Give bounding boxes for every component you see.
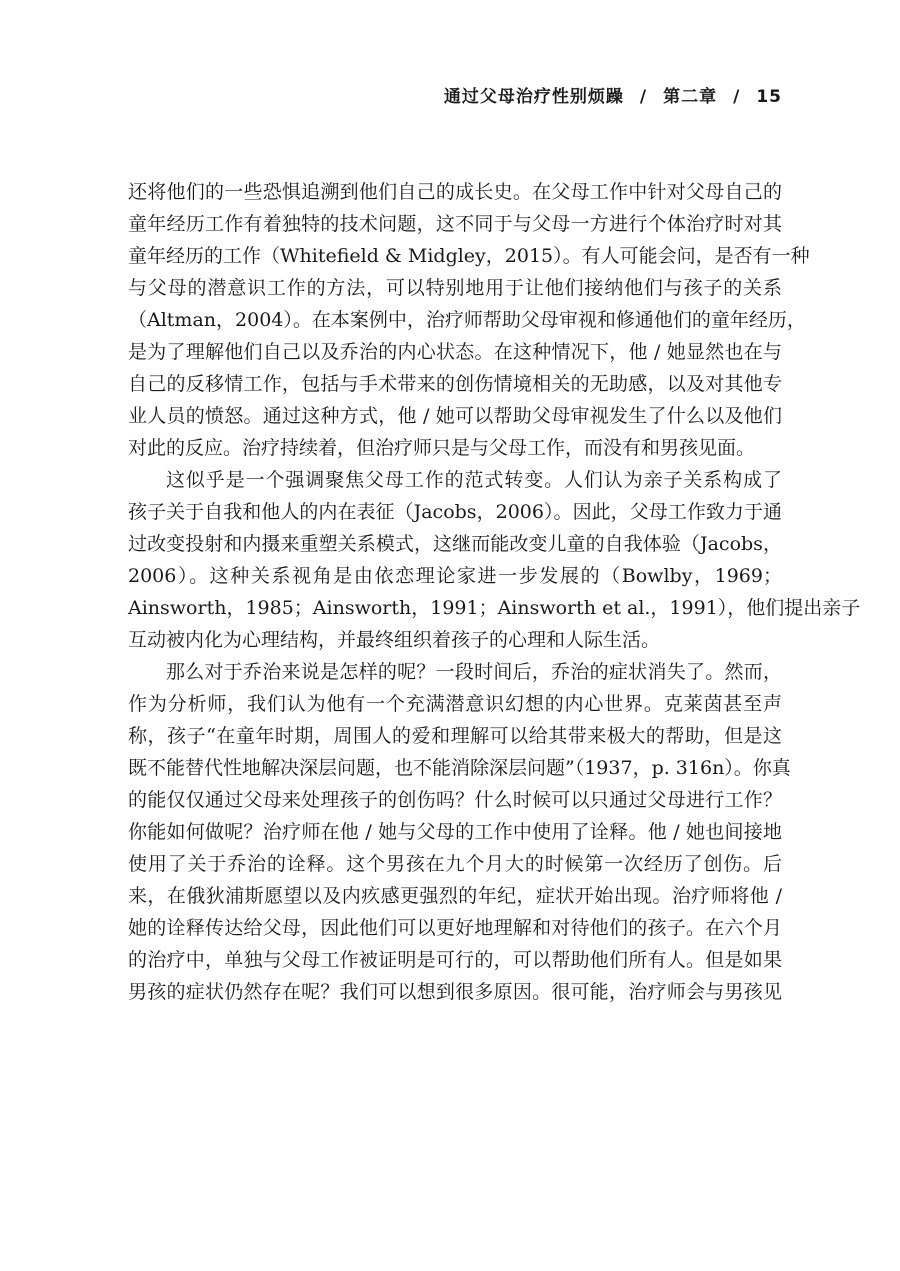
text-line: 她的诠释传达给父母，因此他们可以更好地理解和对待他们的孩子。在六个月 (128, 917, 782, 939)
book-title: 通过父母治疗性别烦躁 (443, 87, 624, 107)
text-line: Ainsworth，1985；Ainsworth，1991；Ainsworth et al.，1991），他们提出亲子 (128, 597, 861, 619)
text-line: 业人员的愤怒。通过这种方式，他 / 她可以帮助父母审视发生了什么以及他们 (128, 405, 782, 427)
text-line: 童年经历工作有着独特的技术问题，这不同于与父母一方进行个体治疗时对其 (128, 213, 782, 235)
text-line: 来，在俄狄浦斯愿望以及内疚感更强烈的年纪，症状开始出现。治疗师将他 / (128, 885, 782, 907)
header-separator: / (733, 87, 741, 107)
text-line: 过改变投射和内摄来重塑关系模式，这继而能改变儿童的自我体验（Jacobs， (128, 533, 782, 555)
text-line: 这似乎是一个强调聚焦父母工作的范式转变。人们认为亲子关系构成了 (166, 469, 782, 491)
text-line: 对此的反应。治疗持续着，但治疗师只是与父母工作，而没有和男孩见面。 (128, 437, 756, 459)
text-line: 那么对于乔治来说是怎样的呢？一段时间后，乔治的症状消失了。然而， (166, 661, 782, 683)
paragraph (128, 464, 861, 656)
running-header (444, 82, 782, 107)
text-line: 作为分析师，我们认为他有一个充满潜意识幻想的内心世界。克莱茵甚至声 (128, 693, 782, 715)
text-line: 男孩的症状仍然存在呢？我们可以想到很多原因。很可能，治疗师会与男孩见 (128, 981, 782, 1003)
text-line: 2006）。这种关系视角是由依恋理论家进一步发展的（Bowlby，1969； (128, 565, 782, 587)
text-line: 童年经历的工作（Whitefield & Midgley，2015）。有人可能会问，是否有一种 (128, 245, 810, 267)
text-line: 称，孩子“在童年时期，周围人的爱和理解可以给其带来极大的帮助，但是这 (128, 725, 782, 747)
text-line: 自己的反移情工作，包括与手术带来的创伤情境相关的无助感，以及对其他专 (128, 373, 782, 395)
body-text (128, 176, 861, 1008)
text-line: 你能如何做呢？治疗师在他 / 她与父母的工作中使用了诠释。他 / 她也间接地 (128, 821, 782, 843)
text-line: 互动被内化为心理结构，并最终组织着孩子的心理和人际生活。 (128, 629, 661, 651)
text-line: 既不能替代性地解决深层问题，也不能消除深层问题”（1937，p. 316n）。你真 (128, 757, 791, 779)
text-line: 的能仅仅通过父母来处理孩子的创伤吗？什么时候可以只通过父母进行工作？ (128, 789, 782, 811)
paragraph (128, 176, 810, 464)
page-number: 15 (756, 87, 782, 107)
text-line: 使用了关于乔治的诠释。这个男孩在九个月大的时候第一次经历了创伤。后 (128, 853, 782, 875)
text-line: 是为了理解他们自己以及乔治的内心状态。在这种情况下，他 / 她显然也在与 (128, 341, 782, 363)
text-line: 与父母的潜意识工作的方法，可以特别地用于让他们接纳他们与孩子的关系 (128, 277, 782, 299)
header-separator: / (639, 87, 648, 107)
text-line: 孩子关于自我和他人的内在表征（Jacobs，2006）。因此，父母工作致力于通 (128, 501, 782, 523)
paragraph (128, 656, 791, 1008)
text-line: 的治疗中，单独与父母工作被证明是可行的，可以帮助他们所有人。但是如果 (128, 949, 782, 971)
chapter-label: 第二章 (663, 87, 718, 107)
text-line: （Altman，2004）。在本案例中，治疗师帮助父母审视和修通他们的童年经历， (128, 309, 806, 331)
text-line: 还将他们的一些恐惧追溯到他们自己的成长史。在父母工作中针对父母自己的 (128, 181, 782, 203)
